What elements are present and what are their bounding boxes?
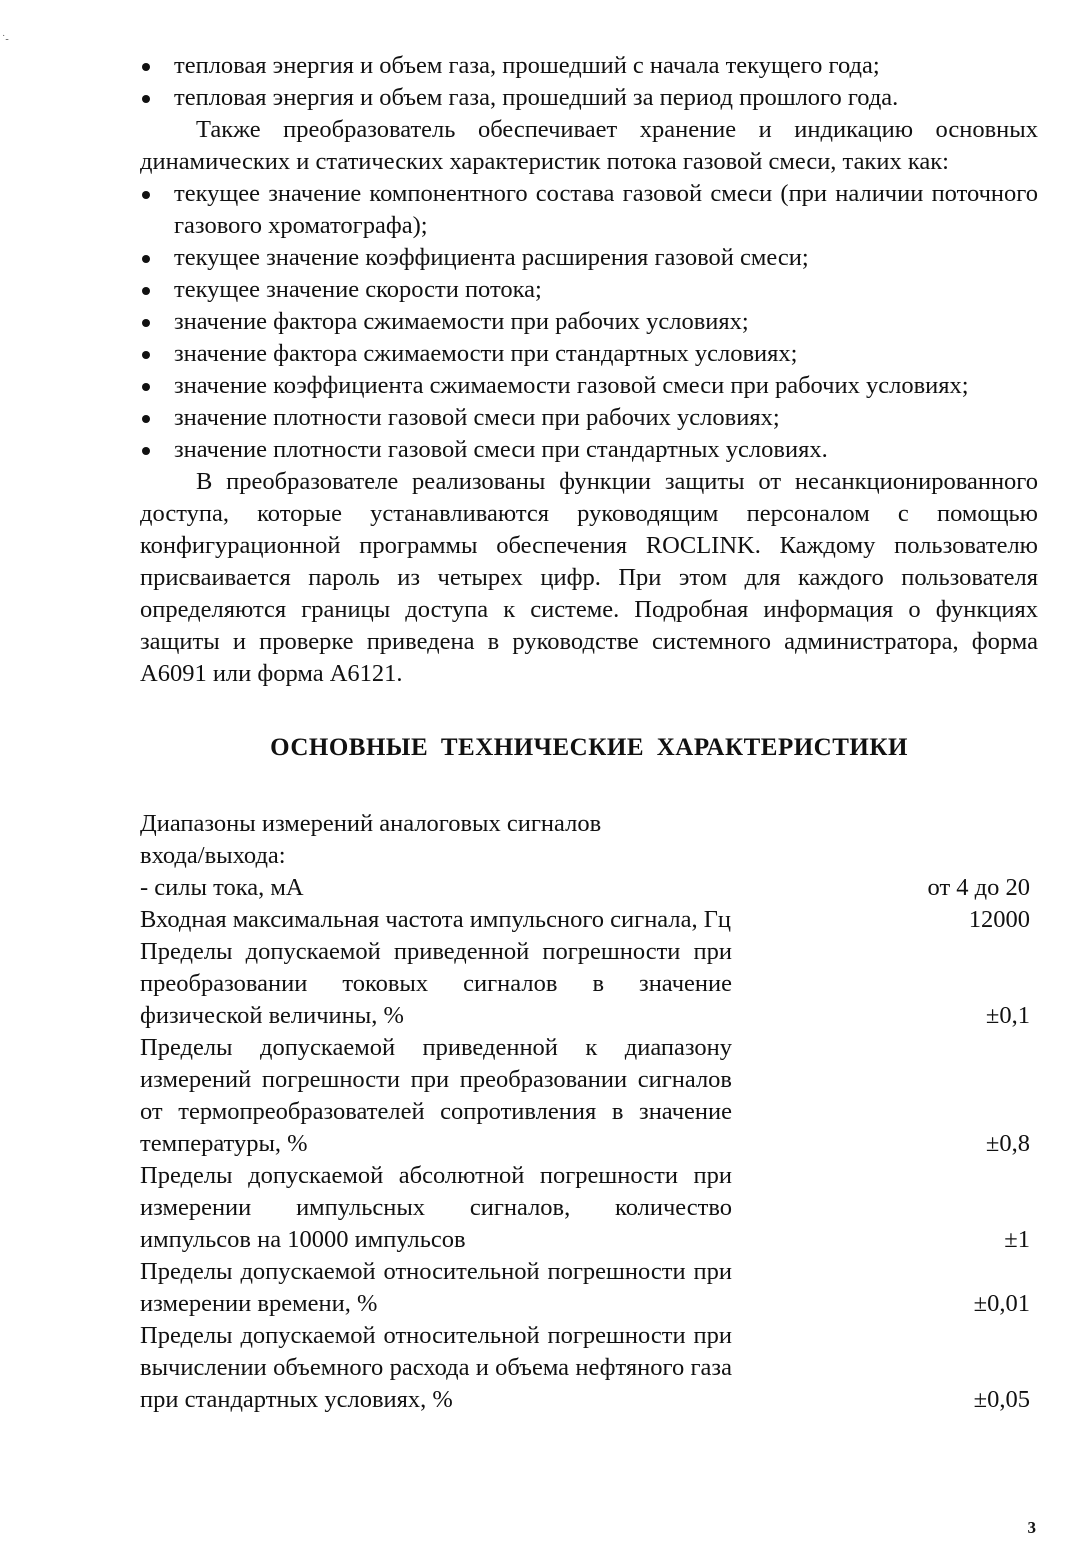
- list-item: тепловая энергия и объем газа, прошедший за период прошлого года.: [140, 82, 1038, 114]
- spec-label: Пределы допускаемой приведенной погрешности при преобразовании токовых сигналов в значение физической величины, %: [140, 938, 732, 1029]
- spec-row: [140, 872, 1030, 904]
- spec-label: Пределы допускаемой приведенной к диапазону измерений погрешности при преобразовании сигналов от термопреобразователей сопротивления в значение температуры, %: [140, 1034, 732, 1157]
- spec-row: [140, 1032, 1030, 1160]
- specs-table: [140, 808, 1030, 1416]
- specs-heading: Диапазоны измерений аналоговых сигналов входа/выхода:: [140, 810, 602, 869]
- list-item: тепловая энергия и объем газа, прошедший с начала текущего года;: [140, 50, 1038, 82]
- list-item: значение плотности газовой смеси при рабочих условиях;: [140, 402, 1038, 434]
- list-item: значение фактора сжимаемости при рабочих условиях;: [140, 306, 1038, 338]
- spec-value: ±0,8: [985, 1130, 1030, 1157]
- spec-row: [140, 1256, 1030, 1320]
- spec-label: Входная максимальная частота импульсного сигнала, Гц: [140, 906, 732, 933]
- list-item: текущее значение скорости потока;: [140, 274, 1038, 306]
- spec-row: [140, 1160, 1030, 1256]
- spec-row: [140, 936, 1030, 1032]
- intro-bullet-list: [140, 50, 1038, 114]
- scan-artifact: ˙-: [2, 34, 9, 45]
- characteristics-bullet-list: [140, 178, 1038, 466]
- section-title: ОСНОВНЫЕ ТЕХНИЧЕСКИЕ ХАРАКТЕРИСТИКИ: [270, 734, 908, 761]
- spec-label: Пределы допускаемой относительной погрешности при вычислении объемного расхода и объема нефтяного газа при стандартных условиях, %: [140, 1322, 732, 1413]
- paragraph-protection: В преобразователе реализованы функции защиты от несанкционированного доступа, которые устанавливаются руководящим персоналом с помощью конфигурационной программы обеспечения ROCLINK. Каждому пользователю присваивается пароль из четырех цифр. При этом для каждого пользователя определяются границы доступа к системе. Подробная информация о функциях защиты и проверке приведена в руководстве системного администратора, форма А6091 или форма А6121.: [140, 468, 1038, 687]
- spec-value: ±0,05: [973, 1386, 1030, 1413]
- list-item: значение плотности газовой смеси при стандартных условиях.: [140, 434, 1038, 466]
- list-item: значение фактора сжимаемости при стандартных условиях;: [140, 338, 1038, 370]
- list-item: значение коэффициента сжимаемости газовой смеси при рабочих условиях;: [140, 370, 1038, 402]
- spec-row: [140, 1320, 1030, 1416]
- spec-value: ±0,01: [973, 1290, 1030, 1317]
- document-page: [140, 50, 1038, 1416]
- list-item: текущее значение коэффициента расширения газовой смеси;: [140, 242, 1038, 274]
- spec-value: 12000: [968, 906, 1030, 933]
- spec-label: Пределы допускаемой абсолютной погрешности при измерении импульсных сигналов, количество импульсов на 10000 импульсов: [140, 1162, 732, 1253]
- paragraph-storage: Также преобразователь обеспечивает хранение и индикацию основных динамических и статических характеристик потока газовой смеси, таких как:: [140, 116, 1038, 175]
- spec-row: [140, 904, 1030, 936]
- spec-label: - силы тока, мА: [140, 874, 304, 901]
- spec-label: Пределы допускаемой относительной погрешности при измерении времени, %: [140, 1258, 732, 1317]
- spec-value: ±1: [1004, 1226, 1030, 1253]
- spec-value: ±0,1: [985, 1002, 1030, 1029]
- page-number: 3: [1027, 1518, 1036, 1537]
- list-item: текущее значение компонентного состава газовой смеси (при наличии поточного газового хроматографа);: [140, 178, 1038, 242]
- spec-value: от 4 до 20: [927, 874, 1030, 901]
